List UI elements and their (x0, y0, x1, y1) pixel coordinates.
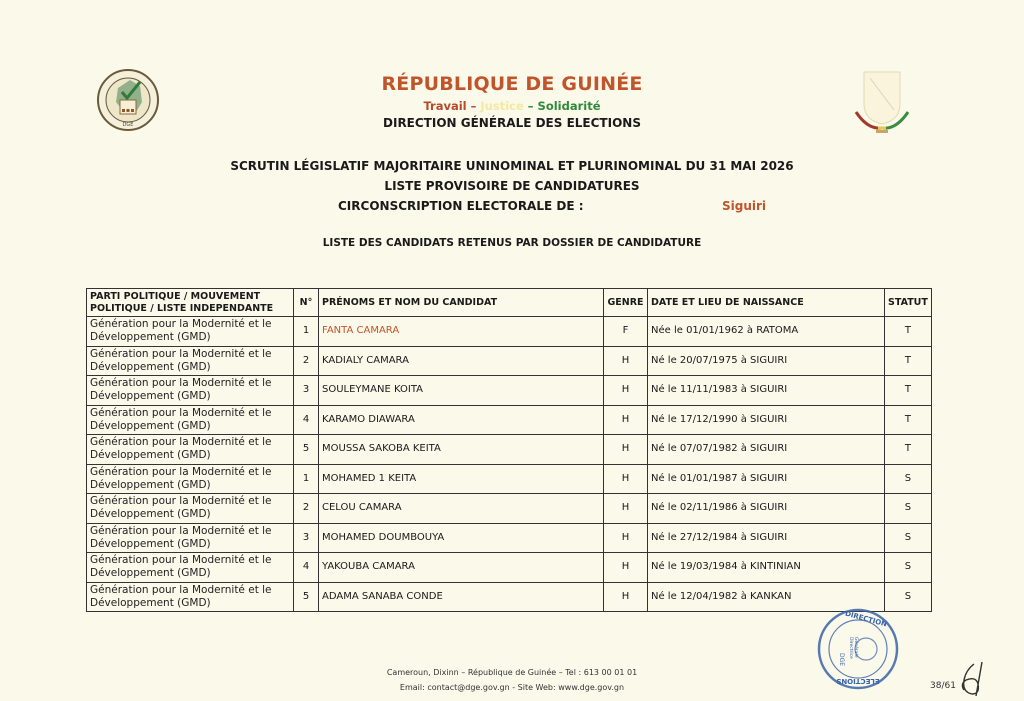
table-header-row (87, 289, 932, 317)
constituency-value: Siguiri (722, 199, 767, 213)
number-cell: 4 (294, 553, 319, 583)
genre-cell: H (604, 405, 648, 435)
number-cell: 2 (294, 346, 319, 376)
footer-contact: Email: contact@dge.gov.gn - Site Web: www.dge.gov.gn (399, 683, 625, 692)
official-stamp-icon (816, 607, 900, 691)
candidate-name-cell: ADAMA SANABA CONDE (319, 582, 604, 612)
statut-cell: T (885, 376, 932, 406)
party-cell: Génération pour la Modernité et le Développement (GMD) (87, 553, 294, 583)
candidate-name-cell: KADIALY CAMARA (319, 346, 604, 376)
party-cell: Génération pour la Modernité et le Développement (GMD) (87, 405, 294, 435)
candidate-name-cell: KARAMO DIAWARA (319, 405, 604, 435)
signature-icon (952, 660, 992, 700)
party-cell: Génération pour la Modernité et le Développement (GMD) (87, 317, 294, 347)
genre-cell: H (604, 376, 648, 406)
statut-cell: S (885, 553, 932, 583)
page-number: 38/61 (930, 681, 956, 691)
genre-cell: H (604, 464, 648, 494)
candidate-name-cell: MOHAMED DOUMBOUYA (319, 523, 604, 553)
genre-cell: H (604, 553, 648, 583)
party-cell: Génération pour la Modernité et le Développement (GMD) (87, 523, 294, 553)
table-row (87, 317, 932, 347)
candidate-name-cell: YAKOUBA CAMARA (319, 553, 604, 583)
header-statut: STATUT (885, 289, 932, 317)
table-row (87, 376, 932, 406)
genre-cell: H (604, 494, 648, 524)
motto-word-solidarite: Solidarité (537, 99, 601, 113)
statut-cell: T (885, 405, 932, 435)
motto-word-travail: Travail (423, 99, 467, 113)
genre-cell: H (604, 435, 648, 465)
table-row (87, 464, 932, 494)
number-cell: 2 (294, 494, 319, 524)
party-cell: Génération pour la Modernité et le Développement (GMD) (87, 376, 294, 406)
birth-date-place-cell: Né le 11/11/1983 à SIGUIRI (648, 376, 885, 406)
birth-date-place-cell: Née le 01/01/1962 à RATOMA (648, 317, 885, 347)
birth-date-place-cell: Né le 20/07/1975 à SIGUIRI (648, 346, 885, 376)
motto-separator: – (466, 99, 481, 113)
party-cell: Génération pour la Modernité et le Développement (GMD) (87, 494, 294, 524)
genre-cell: H (604, 523, 648, 553)
statut-cell: T (885, 317, 932, 347)
number-cell: 3 (294, 523, 319, 553)
number-cell: 4 (294, 405, 319, 435)
candidate-name-cell: MOHAMED 1 KEITA (319, 464, 604, 494)
header-date: DATE ET LIEU DE NAISSANCE (648, 289, 885, 317)
table-row (87, 346, 932, 376)
motto-word-justice: Justice (480, 99, 524, 113)
country-title: RÉPUBLIQUE DE GUINÉE (381, 73, 643, 95)
svg-text:Directrice: Directrice (848, 637, 853, 659)
candidate-name-cell: CELOU CAMARA (319, 494, 604, 524)
header-genre: GENRE (604, 289, 648, 317)
statut-cell: S (885, 523, 932, 553)
genre-cell: H (604, 346, 648, 376)
statut-cell: T (885, 435, 932, 465)
statut-cell: S (885, 494, 932, 524)
table-row (87, 435, 932, 465)
dge-logo-icon (96, 68, 160, 132)
dge-logo-label: DGE (122, 122, 134, 128)
statut-cell: S (885, 582, 932, 612)
coat-of-arms-icon (842, 66, 922, 138)
party-cell: Génération pour la Modernité et le Développement (GMD) (87, 582, 294, 612)
table-row (87, 405, 932, 435)
svg-text:DIRECTION: DIRECTION (844, 609, 888, 629)
header-name: PRÉNOMS ET NOM DU CANDIDAT (319, 289, 604, 317)
number-cell: 5 (294, 582, 319, 612)
party-cell: Génération pour la Modernité et le Développement (GMD) (87, 346, 294, 376)
party-cell: Génération pour la Modernité et le Développement (GMD) (87, 435, 294, 465)
birth-date-place-cell: Né le 01/01/1987 à SIGUIRI (648, 464, 885, 494)
statut-cell: S (885, 464, 932, 494)
header-party: PARTI POLITIQUE / MOUVEMENT POLITIQUE / LISTE INDEPENDANTE (87, 289, 294, 317)
statut-cell: T (885, 346, 932, 376)
svg-text:ELECTIONS: ELECTIONS (836, 677, 880, 685)
number-cell: 1 (294, 317, 319, 347)
table-row (87, 582, 932, 612)
candidate-name-cell: MOUSSA SAKOBA KEITA (319, 435, 604, 465)
header-num: N° (294, 289, 319, 317)
footer-address: Cameroun, Dixinn – République de Guinée – Tel : 613 00 01 01 (386, 668, 638, 677)
table-row (87, 553, 932, 583)
genre-cell: F (604, 317, 648, 347)
birth-date-place-cell: Né le 02/11/1986 à SIGUIRI (648, 494, 885, 524)
table-row (87, 523, 932, 553)
birth-date-place-cell: Né le 17/12/1990 à SIGUIRI (648, 405, 885, 435)
party-cell: Génération pour la Modernité et le Développement (GMD) (87, 464, 294, 494)
motto-separator: – (523, 99, 538, 113)
genre-cell: H (604, 582, 648, 612)
birth-date-place-cell: Né le 07/07/1982 à SIGUIRI (648, 435, 885, 465)
candidates-table (86, 288, 932, 612)
birth-date-place-cell: Né le 12/04/1982 à KANKAN (648, 582, 885, 612)
stamp-code: DGE (838, 653, 845, 667)
svg-text:Générale: Générale (853, 637, 858, 658)
birth-date-place-cell: Né le 27/12/1984 à SIGUIRI (648, 523, 885, 553)
number-cell: 5 (294, 435, 319, 465)
retained-list-title: LISTE DES CANDIDATS RETENUS PAR DOSSIER DE CANDIDATURE (322, 237, 702, 249)
candidate-name-cell: SOULEYMANE KOITA (319, 376, 604, 406)
organization-name: DIRECTION GÉNÉRALE DES ELECTIONS (383, 116, 641, 130)
candidate-name-cell: FANTA CAMARA (319, 317, 604, 347)
list-subtitle: LISTE PROVISOIRE DE CANDIDATURES (384, 179, 640, 193)
birth-date-place-cell: Né le 19/03/1984 à KINTINIAN (648, 553, 885, 583)
number-cell: 3 (294, 376, 319, 406)
number-cell: 1 (294, 464, 319, 494)
national-motto (300, 99, 724, 113)
election-title: SCRUTIN LÉGISLATIF MAJORITAIRE UNINOMINAL ET PLURINOMINAL DU 31 MAI 2026 (230, 159, 794, 173)
constituency-label: CIRCONSCRIPTION ELECTORALE DE : (338, 199, 584, 213)
table-row (87, 494, 932, 524)
